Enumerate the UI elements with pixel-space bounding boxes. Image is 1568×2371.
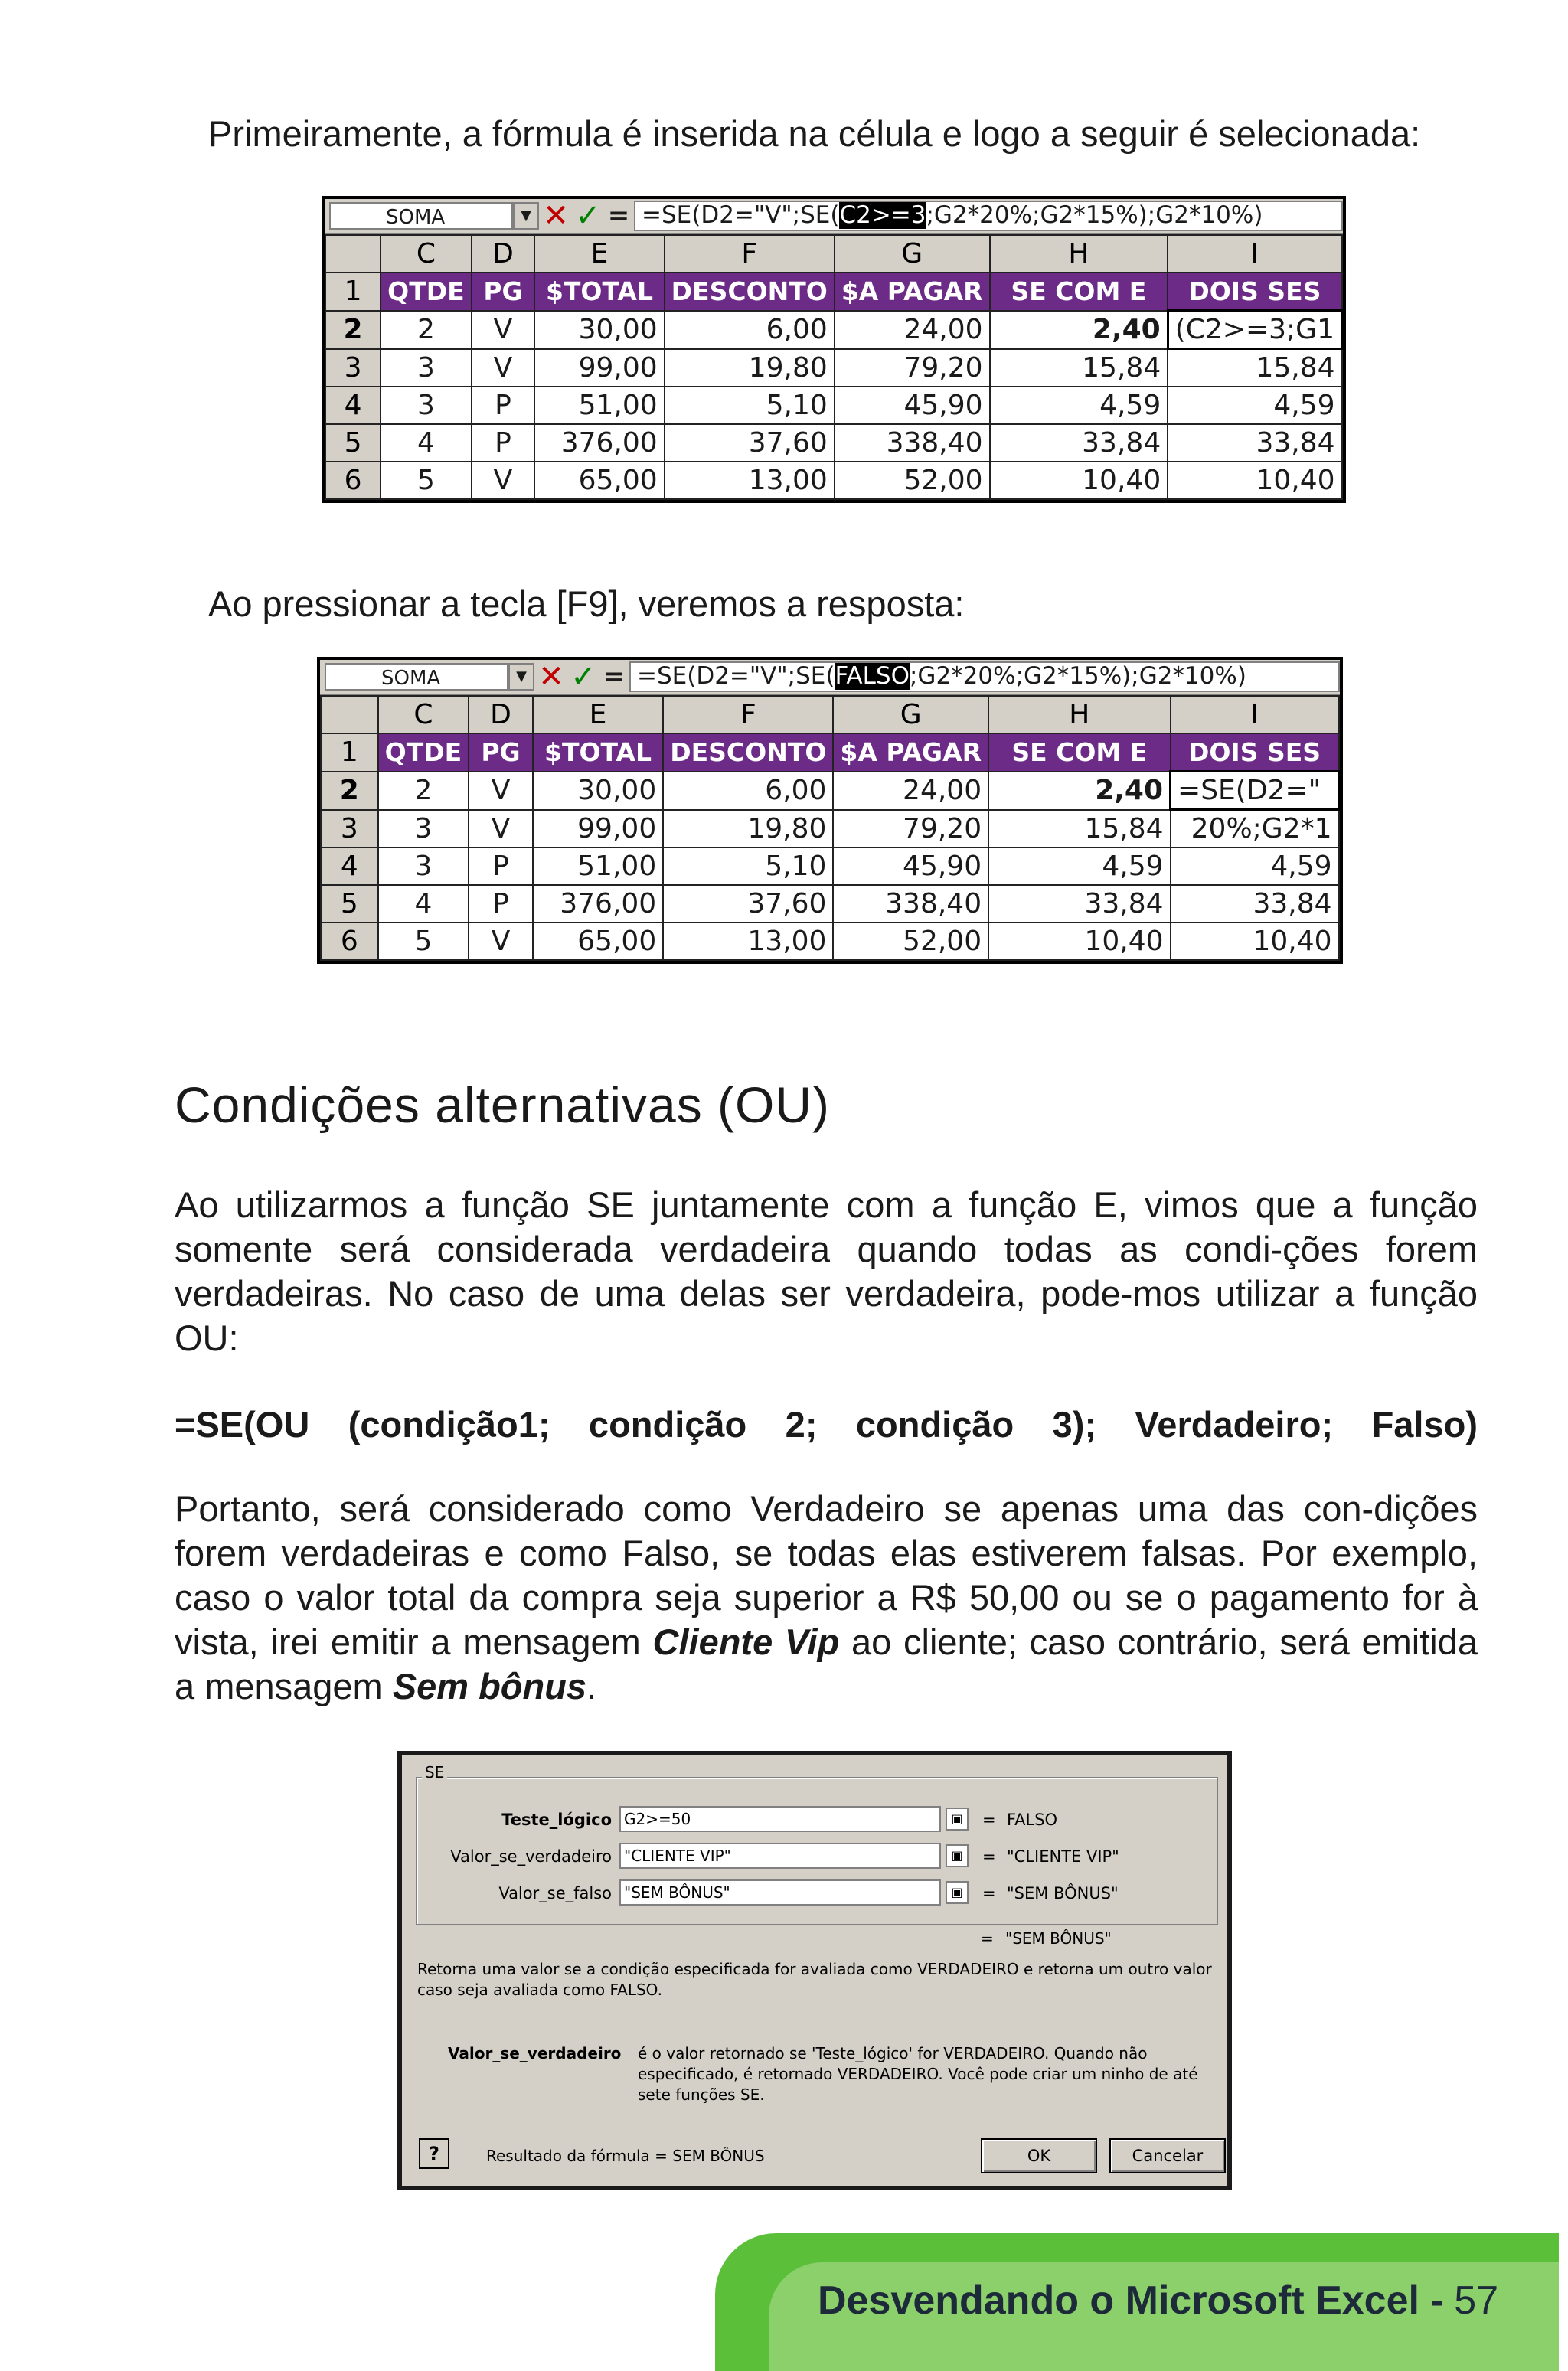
cell[interactable]: 5,10 bbox=[663, 847, 833, 885]
page-number: 57 bbox=[1454, 2278, 1499, 2323]
function-arguments-dialog bbox=[397, 1751, 1232, 2190]
footer bbox=[818, 2278, 1498, 2324]
cell[interactable]: 3 bbox=[378, 847, 469, 885]
arg-row-valor-se-verdadeiro bbox=[417, 1843, 1217, 1870]
corner-cell[interactable] bbox=[325, 235, 381, 273]
cell[interactable]: V bbox=[472, 349, 535, 387]
cell[interactable]: V bbox=[469, 772, 533, 810]
row-header[interactable]: 4 bbox=[325, 387, 381, 424]
example-text: Portanto, será considerado como Verdadeiro se apenas uma das con-dições forem verdadeiras e como Falso, se todas elas estiverem falsas. Por exemplo, caso o valor total da compra seja superior a R$ 50,00 ou se o pagamento for à vista, irei emitir a mensagem bbox=[175, 1488, 1478, 1662]
cell[interactable]: V bbox=[469, 923, 533, 960]
spreadsheet-screenshot-2 bbox=[317, 657, 1343, 964]
header-cell[interactable]: $A PAGAR bbox=[833, 733, 988, 772]
cell[interactable]: 51,00 bbox=[533, 847, 663, 885]
cell[interactable]: P bbox=[472, 387, 535, 424]
cell[interactable]: 4,59 bbox=[990, 387, 1168, 424]
arg-equals: = bbox=[982, 1847, 996, 1866]
header-cell[interactable]: $TOTAL bbox=[533, 733, 663, 772]
header-cell[interactable]: SE COM E bbox=[990, 273, 1168, 311]
col-header[interactable]: C bbox=[378, 696, 469, 733]
equals-icon[interactable]: = bbox=[603, 661, 626, 692]
header-cell[interactable]: PG bbox=[472, 273, 535, 311]
col-header[interactable]: D bbox=[472, 235, 535, 273]
row-header[interactable]: 6 bbox=[325, 462, 381, 499]
col-header[interactable]: G bbox=[835, 235, 990, 273]
header-cell[interactable]: DESCONTO bbox=[663, 733, 833, 772]
arg-row-valor-se-falso bbox=[417, 1879, 1217, 1907]
row-header[interactable]: 4 bbox=[321, 847, 378, 885]
example-text: . bbox=[586, 1666, 597, 1706]
header-cell[interactable]: SE COM E bbox=[988, 733, 1170, 772]
collapse-dialog-icon[interactable]: ▣ bbox=[946, 1881, 969, 1904]
formula-bar bbox=[320, 660, 1340, 695]
arg-equals: = bbox=[982, 1811, 996, 1829]
ou-paragraph: Ao utilizarmos a função SE juntamente com a função E, vimos que a função somente será considerada verdadeira quando todas as condi-ções forem verdadeiras. No caso de uma delas ser verdadeira, pode-mos utilizar a função OU: bbox=[175, 1184, 1478, 1358]
row-header[interactable]: 5 bbox=[325, 424, 381, 462]
col-header[interactable]: G bbox=[833, 696, 988, 733]
col-header[interactable]: I bbox=[1171, 696, 1339, 733]
row-header[interactable]: 3 bbox=[321, 810, 378, 848]
cell[interactable]: 79,20 bbox=[833, 810, 988, 848]
header-cell[interactable]: QTDE bbox=[378, 733, 469, 772]
formula-bar bbox=[325, 199, 1343, 234]
name-box[interactable]: SOMA bbox=[325, 663, 508, 691]
cell[interactable]: 10,40 bbox=[988, 923, 1170, 960]
cell-grid bbox=[325, 234, 1343, 500]
cell[interactable]: 33,84 bbox=[1168, 424, 1341, 462]
col-header[interactable]: H bbox=[990, 235, 1168, 273]
row-header[interactable]: 3 bbox=[325, 349, 381, 387]
cell[interactable]: 338,40 bbox=[835, 424, 990, 462]
cell[interactable]: 65,00 bbox=[534, 462, 664, 499]
example-text: ao cliente; caso contrário, será emitida a mensagem bbox=[175, 1621, 1478, 1706]
cell[interactable]: 24,00 bbox=[835, 311, 990, 349]
arg-equals: = bbox=[982, 1884, 996, 1902]
cell[interactable]: 52,00 bbox=[833, 923, 988, 960]
cell[interactable]: 24,00 bbox=[833, 772, 988, 810]
col-header[interactable]: F bbox=[665, 235, 835, 273]
f9-paragraph: Ao pressionar a tecla [F9], veremos a resposta: bbox=[208, 583, 965, 624]
name-box-dropdown-icon[interactable]: ▼ bbox=[508, 663, 534, 691]
arg-label: Valor_se_verdadeiro bbox=[450, 1847, 612, 1866]
cell[interactable]: 30,00 bbox=[534, 311, 664, 349]
cell[interactable]: 13,00 bbox=[663, 923, 833, 960]
col-header[interactable]: D bbox=[469, 696, 533, 733]
col-header[interactable]: E bbox=[533, 696, 663, 733]
cell-grid bbox=[320, 695, 1340, 961]
cell[interactable]: 37,60 bbox=[665, 424, 835, 462]
cell[interactable]: 15,84 bbox=[988, 810, 1170, 848]
cancel-icon[interactable]: ✕ bbox=[538, 659, 564, 694]
book-title: Desvendando o Microsoft Excel bbox=[818, 2278, 1419, 2323]
row-header[interactable]: 2 bbox=[321, 772, 378, 810]
header-cell[interactable]: PG bbox=[469, 733, 533, 772]
arg-label: Teste_lógico bbox=[501, 1811, 612, 1829]
col-header[interactable]: C bbox=[381, 235, 472, 273]
arguments-group bbox=[416, 1777, 1218, 1925]
cell[interactable]: 10,40 bbox=[1168, 462, 1341, 499]
col-header[interactable]: I bbox=[1168, 235, 1341, 273]
footer-separator: - bbox=[1429, 2278, 1444, 2323]
example-paragraph bbox=[175, 1487, 1478, 1709]
cell[interactable]: 376,00 bbox=[534, 424, 664, 462]
cell[interactable]: 5 bbox=[378, 923, 469, 960]
cell[interactable]: 4 bbox=[378, 885, 469, 923]
arg-help-text: é o valor retornado se 'Teste_lógico' for VERDADEIRO. Quando não especificado, é retornado VERDADEIRO. Você pode criar um ninho de até sete funções SE. bbox=[638, 2044, 1198, 2104]
cell[interactable]: 33,84 bbox=[1171, 885, 1339, 923]
function-description: Retorna uma valor se a condição especificada for avaliada como VERDADEIRO e retorna um outro valor caso seja avaliada como FALSO. bbox=[417, 1960, 1212, 1999]
cell[interactable]: 5,10 bbox=[665, 387, 835, 424]
cell[interactable]: 2 bbox=[381, 311, 472, 349]
name-box-dropdown-icon[interactable]: ▼ bbox=[513, 202, 539, 230]
cell[interactable]: 338,40 bbox=[833, 885, 988, 923]
cell[interactable]: 6,00 bbox=[663, 772, 833, 810]
confirm-icon[interactable]: ✓ bbox=[570, 659, 596, 694]
cell[interactable]: V bbox=[469, 810, 533, 848]
cell[interactable]: 51,00 bbox=[534, 387, 664, 424]
help-icon[interactable]: ? bbox=[419, 2138, 449, 2169]
row-header[interactable]: 2 bbox=[325, 311, 381, 349]
col-header[interactable]: E bbox=[534, 235, 664, 273]
cell[interactable]: 33,84 bbox=[988, 885, 1170, 923]
header-cell[interactable]: $TOTAL bbox=[534, 273, 664, 311]
emphasis-cliente-vip: Cliente Vip bbox=[652, 1621, 840, 1662]
cell[interactable]: 33,84 bbox=[990, 424, 1168, 462]
group-title: SE bbox=[422, 1763, 447, 1782]
cancel-button[interactable]: Cancelar bbox=[1109, 2138, 1226, 2173]
cell[interactable]: 19,80 bbox=[663, 810, 833, 848]
active-cell[interactable]: (C2>=3;G1 bbox=[1168, 311, 1341, 349]
cell[interactable]: 15,84 bbox=[990, 349, 1168, 387]
cell[interactable]: 4,59 bbox=[988, 847, 1170, 885]
cell[interactable]: 19,80 bbox=[665, 349, 835, 387]
cancel-icon[interactable]: ✕ bbox=[543, 198, 569, 234]
cell-overflow[interactable]: 20%;G2*1 bbox=[1171, 810, 1339, 848]
cell[interactable]: P bbox=[472, 424, 535, 462]
cell[interactable]: 37,60 bbox=[663, 885, 833, 923]
cell[interactable]: V bbox=[472, 462, 535, 499]
equals-icon[interactable]: = bbox=[607, 201, 630, 231]
cell[interactable]: 99,00 bbox=[534, 349, 664, 387]
collapse-dialog-icon[interactable]: ▣ bbox=[946, 1808, 969, 1831]
cell[interactable]: 65,00 bbox=[533, 923, 663, 960]
cell[interactable]: 2 bbox=[378, 772, 469, 810]
cell[interactable]: 3 bbox=[381, 349, 472, 387]
cell[interactable]: 13,00 bbox=[665, 462, 835, 499]
cell[interactable]: 45,90 bbox=[835, 387, 990, 424]
ok-button[interactable]: OK bbox=[981, 2138, 1097, 2173]
cell[interactable]: 52,00 bbox=[835, 462, 990, 499]
emphasis-sem-bonus: Sem bônus bbox=[392, 1666, 587, 1706]
cell[interactable]: 45,90 bbox=[833, 847, 988, 885]
col-header[interactable]: H bbox=[988, 696, 1170, 733]
cell[interactable]: 376,00 bbox=[533, 885, 663, 923]
arg-row-teste-logico bbox=[417, 1806, 1217, 1834]
cell[interactable]: 30,00 bbox=[533, 772, 663, 810]
row-header[interactable]: 6 bbox=[321, 923, 378, 960]
valor-se-verdadeiro-input[interactable]: "CLIENTE VIP" bbox=[619, 1843, 941, 1869]
cell[interactable]: 79,20 bbox=[835, 349, 990, 387]
cell[interactable]: 2,40 bbox=[990, 311, 1168, 349]
formula-syntax: =SE(OU (condição1; condição 2; condição 3); Verdadeiro; Falso) bbox=[175, 1404, 1478, 1445]
cell[interactable]: 10,40 bbox=[1171, 923, 1339, 960]
cell[interactable]: P bbox=[469, 847, 533, 885]
cell[interactable]: 3 bbox=[378, 810, 469, 848]
cell[interactable]: 4 bbox=[381, 424, 472, 462]
formula-input[interactable]: =SE(D2="V";SE(FALSO;G2*20%;G2*15%);G2*10%) bbox=[629, 661, 1340, 692]
arg-result: FALSO bbox=[1007, 1811, 1058, 1829]
cell[interactable]: 4,59 bbox=[1168, 387, 1341, 424]
cell[interactable]: 15,84 bbox=[1168, 349, 1341, 387]
cell[interactable]: 5 bbox=[381, 462, 472, 499]
header-cell[interactable]: DOIS SES bbox=[1168, 273, 1341, 311]
formula-input[interactable]: =SE(D2="V";SE(C2>=3;G2*20%;G2*15%);G2*10%) bbox=[634, 201, 1343, 231]
header-cell[interactable]: QTDE bbox=[381, 273, 472, 311]
cell[interactable]: 2,40 bbox=[988, 772, 1170, 810]
header-cell[interactable]: $A PAGAR bbox=[835, 273, 990, 311]
total-equals: = bbox=[981, 1929, 994, 1948]
arg-label: Valor_se_falso bbox=[498, 1884, 612, 1902]
active-cell[interactable]: =SE(D2=" bbox=[1171, 772, 1339, 810]
cell[interactable]: 99,00 bbox=[533, 810, 663, 848]
row-header[interactable]: 1 bbox=[321, 733, 378, 772]
cell[interactable]: V bbox=[472, 311, 535, 349]
arg-help-name: Valor_se_verdadeiro bbox=[448, 2044, 622, 2062]
collapse-dialog-icon[interactable]: ▣ bbox=[946, 1844, 969, 1867]
header-cell[interactable]: DOIS SES bbox=[1171, 733, 1339, 772]
arg-result: "CLIENTE VIP" bbox=[1007, 1847, 1119, 1866]
cell[interactable]: 10,40 bbox=[990, 462, 1168, 499]
col-header[interactable]: F bbox=[663, 696, 833, 733]
header-cell[interactable]: DESCONTO bbox=[665, 273, 835, 311]
section-heading: Condições alternativas (OU) bbox=[175, 1076, 830, 1133]
row-header[interactable]: 1 bbox=[325, 273, 381, 311]
arg-result: "SEM BÔNUS" bbox=[1007, 1884, 1119, 1902]
corner-cell[interactable] bbox=[321, 696, 378, 733]
cell[interactable]: P bbox=[469, 885, 533, 923]
valor-se-falso-input[interactable]: "SEM BÔNUS" bbox=[619, 1879, 941, 1906]
intro-paragraph: Primeiramente, a fórmula é inserida na célula e logo a seguir é selecionada: bbox=[208, 113, 1421, 154]
formula-result: Resultado da fórmula = SEM BÔNUS bbox=[486, 2147, 765, 2165]
cell[interactable]: 4,59 bbox=[1171, 847, 1339, 885]
confirm-icon[interactable]: ✓ bbox=[575, 198, 601, 234]
cell[interactable]: 6,00 bbox=[665, 311, 835, 349]
row-header[interactable]: 5 bbox=[321, 885, 378, 923]
name-box[interactable]: SOMA bbox=[329, 202, 513, 230]
spreadsheet-screenshot-1 bbox=[322, 196, 1346, 503]
cell[interactable]: 3 bbox=[381, 387, 472, 424]
teste-logico-input[interactable]: G2>=50 bbox=[619, 1806, 941, 1832]
total-result: "SEM BÔNUS" bbox=[1005, 1929, 1112, 1948]
